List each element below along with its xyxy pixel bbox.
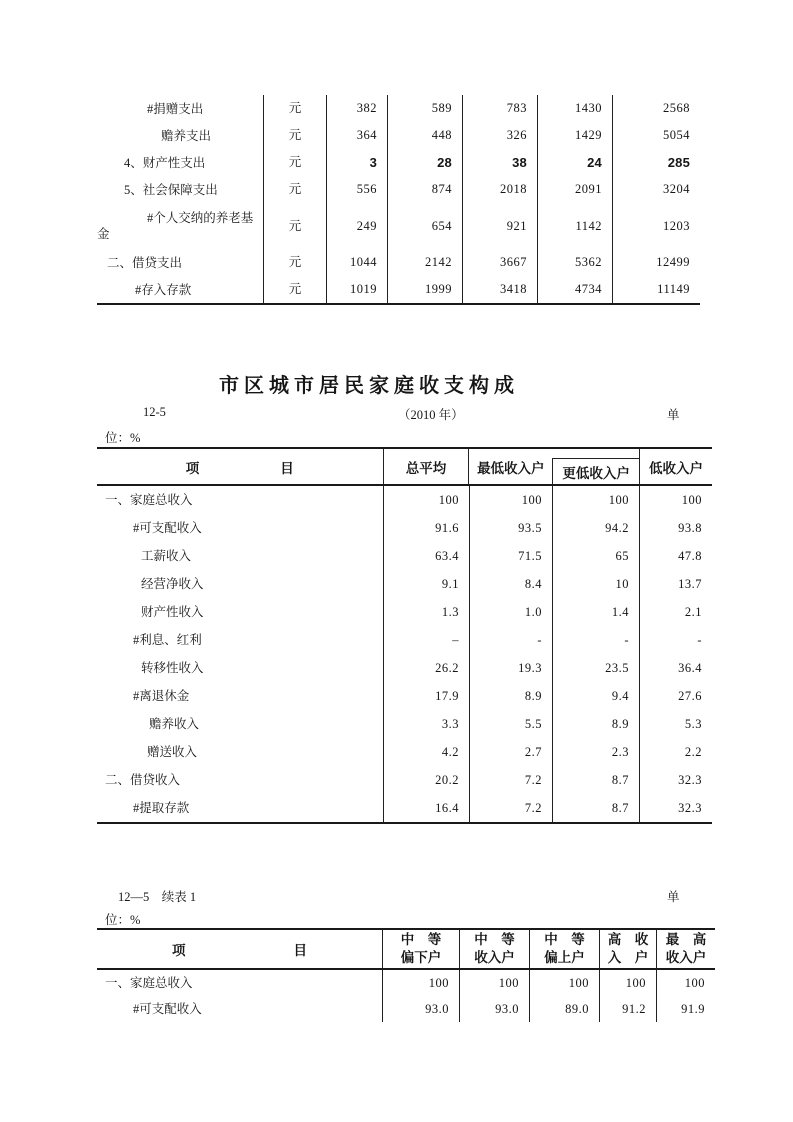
value-cell: 91.2 <box>600 996 657 1022</box>
value-cell: 27.6 <box>678 688 702 703</box>
value-cell: 63.4 <box>384 542 470 570</box>
value-cell: 2.2 <box>684 744 702 759</box>
row-label: #存入存款 <box>135 282 192 297</box>
continuation-table-number: 12—5 续表 1 <box>118 890 197 904</box>
item-cell <box>97 276 264 303</box>
row-label: 经营净收入 <box>141 577 204 591</box>
column-header-item: 项 目 <box>97 449 384 484</box>
table-row <box>97 766 712 794</box>
table-row <box>97 95 700 122</box>
column-header-group-2 <box>460 930 530 968</box>
value-cell: 285 <box>667 155 690 170</box>
item-cell <box>97 203 264 249</box>
item-cell <box>97 970 383 996</box>
table-row <box>97 486 712 514</box>
item-cell <box>97 682 384 710</box>
table-row <box>97 738 712 766</box>
row-label: 二、借贷收入 <box>105 773 181 787</box>
value-cell: 93.0 <box>460 996 530 1022</box>
table-row <box>97 176 700 203</box>
row-label: 赡养支出 <box>161 128 212 143</box>
value-cell: 93.5 <box>470 514 553 542</box>
income-composition-table <box>97 447 712 824</box>
unit-cell: 元 <box>264 95 327 122</box>
value-cell: 28 <box>388 149 463 176</box>
value-cell: 2.1 <box>684 604 702 619</box>
value-cell: 93.0 <box>383 996 460 1022</box>
value-cell: 5362 <box>538 249 613 276</box>
value-cell: 1999 <box>388 276 463 303</box>
row-label: 财产性收入 <box>141 605 204 619</box>
value-cell: 7.2 <box>470 766 553 794</box>
unit-cell: 元 <box>264 122 327 149</box>
header-line-2: 收入户 <box>474 950 515 965</box>
value-cell: 32.3 <box>678 772 702 787</box>
value-cell: 11149 <box>657 282 690 296</box>
value-cell: - <box>470 626 553 654</box>
value-cell: 1.3 <box>384 598 470 626</box>
row-label: 二、借贷支出 <box>107 255 183 270</box>
value-cell: 16.4 <box>384 794 470 822</box>
value-cell: 326 <box>463 122 538 149</box>
column-header-item: 项 目 <box>97 930 383 968</box>
value-cell: 3418 <box>463 276 538 303</box>
header-line-2: 入 户 <box>607 950 649 965</box>
value-cell: - <box>697 632 702 647</box>
column-header-low-income: 低收入户 <box>649 460 704 476</box>
value-cell: 13.7 <box>678 576 702 591</box>
inset-header-box: 更低收入户 <box>552 458 639 484</box>
row-label: 4、财产性支出 <box>124 155 206 170</box>
table-row <box>97 996 715 1022</box>
value-cell: 1142 <box>538 203 613 249</box>
item-cell <box>97 626 384 654</box>
row-label: 赡养收入 <box>149 717 200 731</box>
row-label: 5、社会保障支出 <box>124 182 218 197</box>
value-cell: 100 <box>530 970 600 996</box>
item-cell <box>97 996 383 1022</box>
column-header-lowest-income: 最低收入户 <box>477 460 545 476</box>
value-cell: 654 <box>388 203 463 249</box>
expenditure-table-continued <box>97 95 700 305</box>
value-cell: 8.7 <box>553 794 640 822</box>
item-cell <box>97 514 384 542</box>
value-cell: 38 <box>463 149 538 176</box>
value-cell: 4734 <box>538 276 613 303</box>
unit-cell: 元 <box>264 203 327 249</box>
value-cell: 3204 <box>663 182 690 196</box>
row-label: 一、家庭总收入 <box>105 493 193 507</box>
item-cell <box>97 249 264 276</box>
item-cell <box>97 598 384 626</box>
value-cell: 100 <box>600 970 657 996</box>
header-line-2: 偏下户 <box>400 950 442 965</box>
item-cell <box>97 710 384 738</box>
value-cell: 91.6 <box>384 514 470 542</box>
value-cell: 556 <box>327 176 388 203</box>
value-cell: 89.0 <box>530 996 600 1022</box>
value-cell: - <box>553 626 640 654</box>
header-line-2: 偏上户 <box>544 950 585 965</box>
value-cell: 4.2 <box>384 738 470 766</box>
row-label: #利息、红利 <box>133 633 202 647</box>
value-cell: 1.4 <box>553 598 640 626</box>
value-cell: 2142 <box>388 249 463 276</box>
table-row <box>97 542 712 570</box>
continuation-unit-wrapped-start: 单 <box>667 890 680 904</box>
header-line-2: 收入户 <box>665 950 707 965</box>
value-cell: 3667 <box>463 249 538 276</box>
value-cell: 783 <box>463 95 538 122</box>
header-line-1: 中 等 <box>400 932 442 947</box>
item-cell <box>97 766 384 794</box>
table-row <box>97 203 700 249</box>
row-label: #离退休金 <box>133 689 190 703</box>
table-row <box>97 249 700 276</box>
value-cell: 1019 <box>327 276 388 303</box>
table-row <box>97 682 712 710</box>
table-body <box>97 486 712 822</box>
table-row <box>97 514 712 542</box>
value-cell: 382 <box>327 95 388 122</box>
row-label: 转移性收入 <box>141 661 204 675</box>
value-cell: 249 <box>327 203 388 249</box>
item-cell <box>97 95 264 122</box>
column-header-group-5 <box>657 930 715 968</box>
value-cell: 5.3 <box>684 716 702 731</box>
table-row <box>97 710 712 738</box>
column-header-group-1 <box>383 930 460 968</box>
value-cell: 2568 <box>663 101 690 115</box>
value-cell: 100 <box>470 486 553 514</box>
value-cell: 874 <box>388 176 463 203</box>
row-label: #可支配收入 <box>133 521 202 535</box>
value-cell: 3.3 <box>384 710 470 738</box>
value-cell: 12499 <box>656 255 690 269</box>
value-cell: 589 <box>388 95 463 122</box>
unit-label-wrapped-start: 单 <box>667 408 680 422</box>
table-number: 12-5 <box>143 405 166 419</box>
unit-cell: 元 <box>264 149 327 176</box>
item-cell <box>97 149 264 176</box>
value-cell: 100 <box>460 970 530 996</box>
row-label: #个人交纳的养老基 <box>147 211 254 225</box>
value-cell: 26.2 <box>384 654 470 682</box>
value-cell: 8.7 <box>553 766 640 794</box>
value-cell: 17.9 <box>384 682 470 710</box>
value-cell: 1203 <box>663 218 690 233</box>
value-cell: 2018 <box>463 176 538 203</box>
value-cell: 71.5 <box>470 542 553 570</box>
value-cell: 8.4 <box>470 570 553 598</box>
value-cell: 19.3 <box>470 654 553 682</box>
value-cell: 100 <box>553 486 640 514</box>
page-title: 市区城市居民家庭收支构成 <box>219 375 519 397</box>
item-cell <box>97 122 264 149</box>
value-cell: 47.8 <box>678 548 702 563</box>
row-label: 一、家庭总收入 <box>105 976 193 990</box>
row-label-wrap: 金 <box>97 227 110 241</box>
row-label: #可支配收入 <box>133 1002 202 1016</box>
table-row <box>97 626 712 654</box>
value-cell: 94.2 <box>553 514 640 542</box>
column-header-average: 总平均 <box>384 449 470 484</box>
row-label: 工薪收入 <box>141 549 192 563</box>
value-cell: 1429 <box>538 122 613 149</box>
row-label: #提取存款 <box>133 801 190 815</box>
row-label: #捐赠支出 <box>147 101 204 116</box>
value-cell: 1.0 <box>470 598 553 626</box>
table-row <box>97 794 712 822</box>
value-cell: 32.3 <box>678 800 702 815</box>
value-cell: 2091 <box>538 176 613 203</box>
unit-cell: 元 <box>264 276 327 303</box>
continuation-unit-wrapped-end: 位：% <box>105 913 141 927</box>
item-cell <box>97 570 384 598</box>
table-header-row <box>97 930 715 970</box>
item-cell <box>97 794 384 822</box>
value-cell: 5.5 <box>470 710 553 738</box>
table-row <box>97 149 700 176</box>
value-cell: 1044 <box>327 249 388 276</box>
table-row <box>97 276 700 303</box>
item-cell <box>97 738 384 766</box>
value-cell: 100 <box>383 970 460 996</box>
row-label: 赠送收入 <box>147 745 198 759</box>
value-cell: 5054 <box>663 128 690 142</box>
value-cell: 1430 <box>538 95 613 122</box>
table-row <box>97 598 712 626</box>
header-line-1: 中 等 <box>544 932 585 947</box>
value-cell: 2.3 <box>553 738 640 766</box>
item-cell <box>97 176 264 203</box>
value-cell: 10 <box>553 570 640 598</box>
value-cell: 2.7 <box>470 738 553 766</box>
value-cell: 9.1 <box>384 570 470 598</box>
income-composition-table-continued <box>97 928 715 1022</box>
column-header-group-3 <box>530 930 600 968</box>
value-cell: 36.4 <box>678 660 702 675</box>
value-cell: 100 <box>684 975 705 990</box>
header-line-1: 高 收 <box>607 932 649 947</box>
value-cell: 7.2 <box>470 794 553 822</box>
value-cell: 91.9 <box>681 1001 705 1016</box>
value-cell: 364 <box>327 122 388 149</box>
item-cell <box>97 542 384 570</box>
value-cell: 100 <box>681 492 702 507</box>
value-cell: 9.4 <box>553 682 640 710</box>
value-cell: 20.2 <box>384 766 470 794</box>
column-header-lower-income <box>552 449 640 484</box>
table-row <box>97 970 715 996</box>
unit-label-wrapped-end: 位：% <box>105 431 141 445</box>
table-body <box>97 970 715 1022</box>
header-line-1: 最 高 <box>665 932 707 947</box>
table-row <box>97 654 712 682</box>
table-row <box>97 570 712 598</box>
value-cell: 8.9 <box>553 710 640 738</box>
value-cell: 24 <box>538 149 613 176</box>
table-header-row <box>97 449 712 486</box>
column-header-group-4 <box>600 930 657 968</box>
value-cell: 100 <box>384 486 470 514</box>
value-cell: 921 <box>463 203 538 249</box>
unit-cell: 元 <box>264 176 327 203</box>
value-cell: 3 <box>327 149 388 176</box>
table-row <box>97 122 700 149</box>
value-cell: – <box>384 626 470 654</box>
value-cell: 8.9 <box>470 682 553 710</box>
item-cell <box>97 654 384 682</box>
value-cell: 448 <box>388 122 463 149</box>
value-cell: 23.5 <box>553 654 640 682</box>
value-cell: 93.8 <box>678 520 702 535</box>
table-year: （2010 年） <box>398 408 464 422</box>
value-cell: 65 <box>553 542 640 570</box>
item-cell <box>97 486 384 514</box>
header-line-1: 中 等 <box>474 932 515 947</box>
unit-cell: 元 <box>264 249 327 276</box>
